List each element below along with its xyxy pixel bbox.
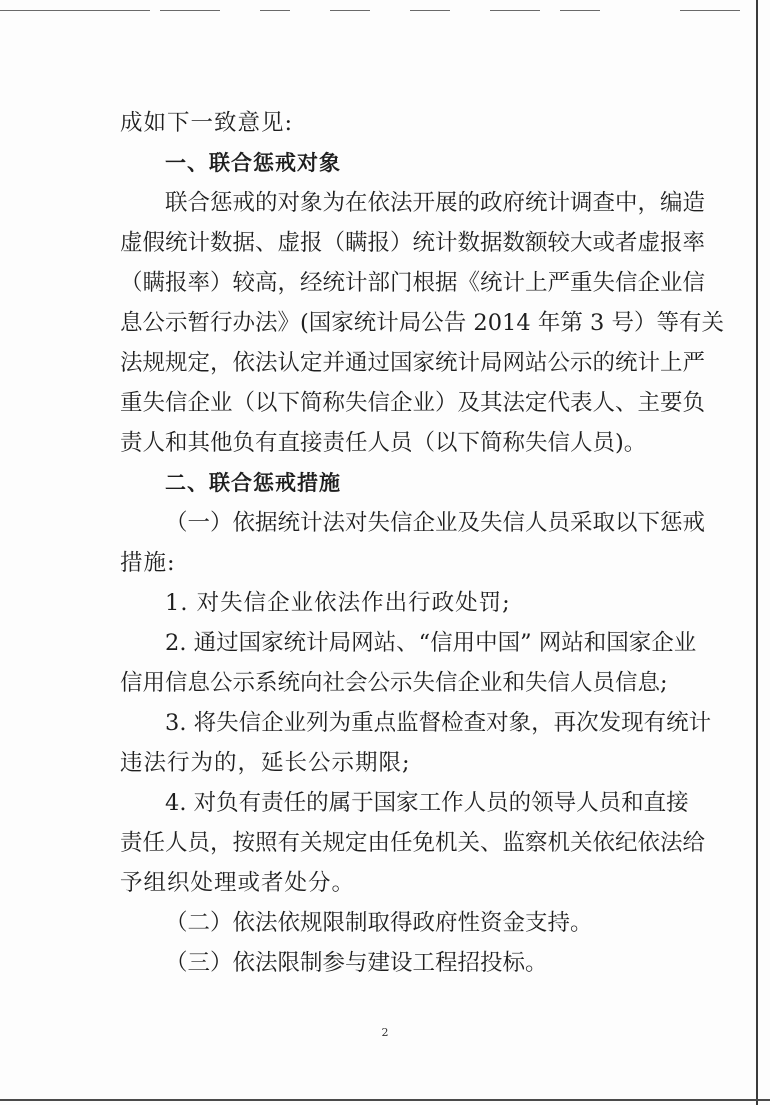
- paragraph-line: 责人和其他负有直接责任人员（以下简称失信人员)。: [120, 430, 647, 456]
- paragraph-line: 虚假统计数据、虚报（瞒报）统计数据数额较大或者虚报率: [120, 230, 706, 256]
- paragraph-line: 息公示暂行办法》(国家统计局公告 2014 年第 3 号）等有关: [120, 310, 724, 336]
- section-heading: 二、联合惩戒措施: [165, 471, 341, 495]
- scan-top-rule: [0, 10, 770, 12]
- page-number: 2: [381, 1026, 389, 1039]
- document-body: [120, 108, 724, 988]
- list-item: 2. 通过国家统计局网站、“信用中国” 网站和国家企业: [165, 630, 697, 656]
- list-item: 4. 对负有责任的属于国家工作人员的领导人员和直接: [165, 790, 689, 816]
- paragraph-line: 予组织处理或者处分。: [120, 870, 356, 896]
- paragraph-line: （一）依据统计法对失信企业及失信人员采取以下惩戒: [165, 510, 706, 536]
- paragraph-line: 措施:: [120, 550, 176, 576]
- paragraph-line: 责任人员，按照有关规定由任免机关、监察机关依纪依法给: [120, 830, 706, 856]
- paragraph-line: 法规规定，依法认定并通过国家统计局网站公示的统计上严: [120, 350, 706, 376]
- paragraph-line: （瞒报率）较高，经统计部门根据《统计上严重失信企业信: [120, 270, 706, 296]
- text-line: 成如下一致意见:: [120, 110, 294, 136]
- scan-bottom-edge: [0, 1099, 770, 1101]
- list-item: 3. 将失信企业列为重点监督检查对象，再次发现有统计: [165, 710, 712, 736]
- paragraph-line: 信用信息公示系统向社会公示失信企业和失信人员信息;: [120, 670, 668, 696]
- subsection-item: （三）依法限制参与建设工程招投标。: [165, 950, 548, 976]
- paragraph-line: 重失信企业（以下简称失信企业）及其法定代表人、主要负: [120, 390, 706, 416]
- scan-right-edge: [756, 0, 758, 1105]
- section-heading: 一、联合惩戒对象: [165, 151, 341, 175]
- subsection-item: （二）依法依规限制取得政府性资金支持。: [165, 910, 593, 936]
- paragraph-line: 违法行为的，延长公示期限;: [120, 750, 411, 776]
- list-item: 1. 对失信企业依法作出行政处罚;: [165, 590, 511, 616]
- paragraph-line: 联合惩戒的对象为在依法开展的政府统计调查中，编造: [165, 190, 706, 216]
